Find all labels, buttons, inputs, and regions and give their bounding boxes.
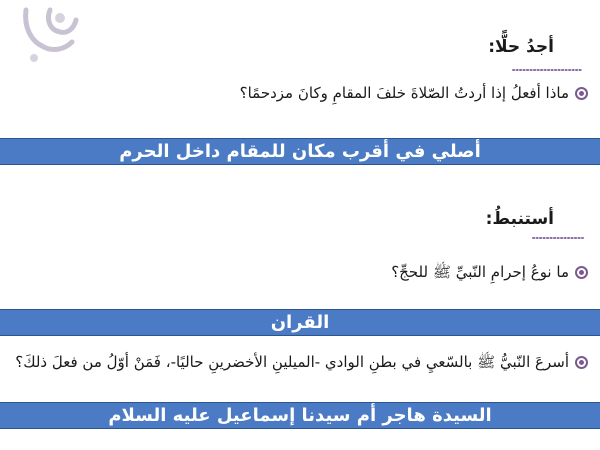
section-heading-deduce: أستنبطُ:	[485, 209, 554, 229]
section-heading-find-solution: أجدُ حلًّا:	[488, 37, 554, 57]
answer-bar: القران	[0, 309, 600, 336]
question-item	[391, 261, 588, 283]
decorative-arabesque-icon	[20, 6, 82, 68]
answer-bar: أصلي في أقرب مكان للمقام داخل الحرم	[0, 138, 600, 165]
question-text: ماذا أفعلُ إذا أردتُ الصّلاةَ خلفَ المقامِ وكانَ مزدحمًا؟	[239, 84, 569, 102]
question-item	[15, 351, 588, 373]
question-text: أسرعَ النّبيُّ ﷺ بالسّعيِ في بطنِ الوادي -الميلينِ الأخضرينِ حاليًا-، فَمَنْ أوّلُ من فعلَ ذلكَ؟	[15, 353, 569, 371]
radio-bullet-icon	[575, 87, 588, 100]
answer-bar: السيدة هاجر أم سيدنا إسماعيل عليه السلام	[0, 402, 600, 429]
radio-bullet-icon	[575, 266, 588, 279]
radio-bullet-icon	[575, 356, 588, 369]
heading-dotted-underline	[512, 68, 584, 72]
question-text: ما نوعُ إحرامِ النّبيِّ ﷺ للحجِّ؟	[391, 263, 569, 281]
question-item	[240, 82, 588, 104]
heading-dotted-underline	[532, 236, 584, 240]
